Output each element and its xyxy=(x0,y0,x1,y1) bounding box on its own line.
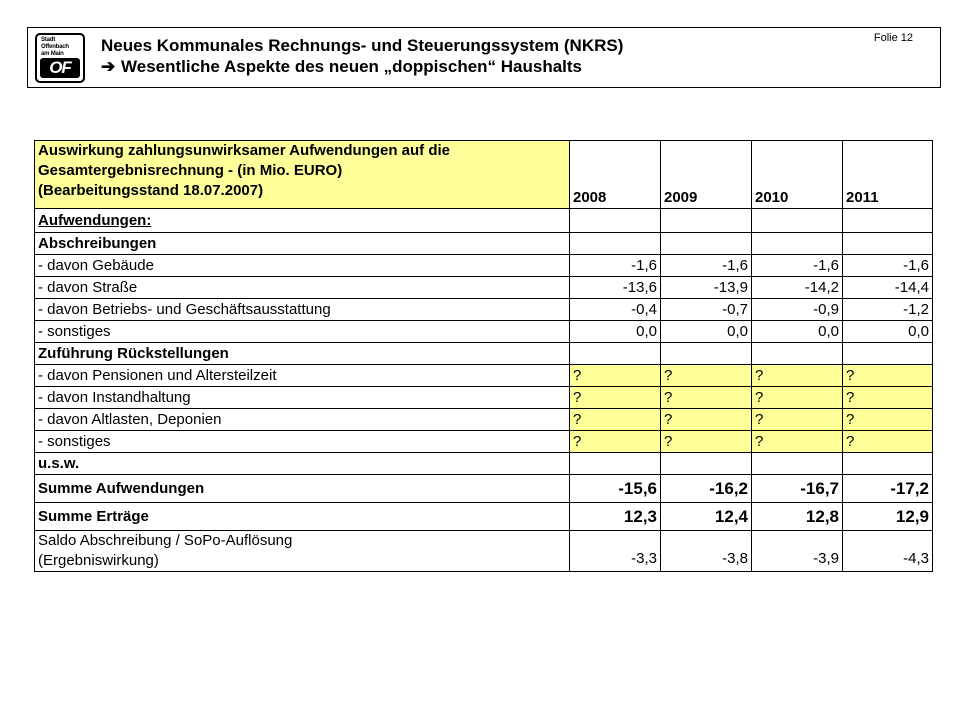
cell-value: ? xyxy=(661,365,752,387)
cell-value: 0,0 xyxy=(843,321,933,343)
cell-value: 12,3 xyxy=(570,503,661,531)
table-row xyxy=(35,299,933,321)
cell-value: -13,9 xyxy=(661,277,752,299)
table-row xyxy=(35,387,933,409)
saldo-row xyxy=(35,531,933,572)
table-row xyxy=(35,453,933,475)
cell-value: ? xyxy=(570,365,661,387)
row-label: - davon Pensionen und Altersteilzeit xyxy=(35,365,570,387)
sum-expenses-row xyxy=(35,475,933,503)
cell-value: ? xyxy=(661,409,752,431)
table-row xyxy=(35,431,933,453)
cell-value: ? xyxy=(843,387,933,409)
cell-value: ? xyxy=(752,431,843,453)
year-header: 2008 xyxy=(570,141,661,209)
table-row xyxy=(35,365,933,387)
cell-value: -14,2 xyxy=(752,277,843,299)
cell-value: ? xyxy=(752,409,843,431)
cell-value: ? xyxy=(570,431,661,453)
cell-value: -15,6 xyxy=(570,475,661,503)
row-label: Summe Erträge xyxy=(35,503,570,531)
slide-number: Folie 12 xyxy=(873,32,913,44)
cell-value: ? xyxy=(661,387,752,409)
cell-value: -16,2 xyxy=(661,475,752,503)
year-header: 2009 xyxy=(661,141,752,209)
cell-value: -1,2 xyxy=(843,299,933,321)
budget-table xyxy=(34,140,933,572)
row-label: - davon Gebäude xyxy=(35,255,570,277)
cell-value: 12,8 xyxy=(752,503,843,531)
cell-value: 12,4 xyxy=(661,503,752,531)
table-row xyxy=(35,255,933,277)
cell-value: 0,0 xyxy=(661,321,752,343)
cell-value: -17,2 xyxy=(843,475,933,503)
cell-value: ? xyxy=(843,365,933,387)
group-heading: Zuführung Rückstellungen xyxy=(35,343,570,365)
page-subtitle xyxy=(101,57,582,77)
logo-mark: OF xyxy=(40,58,80,78)
table-row xyxy=(35,277,933,299)
group-heading: Abschreibungen xyxy=(35,233,570,255)
cell-value: ? xyxy=(752,387,843,409)
table-header-row xyxy=(35,141,933,209)
cell-value: -16,7 xyxy=(752,475,843,503)
cell-value: -1,6 xyxy=(661,255,752,277)
cell-value: ? xyxy=(843,431,933,453)
section-heading: Aufwendungen: xyxy=(35,209,570,233)
header-banner xyxy=(27,27,941,88)
logo-text: Stadt Offenbach am Main xyxy=(41,37,69,57)
row-label: - davon Straße xyxy=(35,277,570,299)
cell-value: ? xyxy=(570,387,661,409)
usw-label: u.s.w. xyxy=(35,453,570,475)
cell-value: -3,9 xyxy=(752,531,843,572)
cell-value: ? xyxy=(570,409,661,431)
table-row xyxy=(35,343,933,365)
cell-value: -3,8 xyxy=(661,531,752,572)
row-label: - davon Instandhaltung xyxy=(35,387,570,409)
cell-value: -0,9 xyxy=(752,299,843,321)
cell-value: -1,6 xyxy=(843,255,933,277)
saldo-label: Saldo Abschreibung / SoPo-Auflösung (Ergebniswirkung) xyxy=(35,531,570,572)
table-row xyxy=(35,321,933,343)
cell-value: -1,6 xyxy=(570,255,661,277)
row-label: - sonstiges xyxy=(35,431,570,453)
cell-value: -3,3 xyxy=(570,531,661,572)
cell-value: 0,0 xyxy=(570,321,661,343)
page-title: Neues Kommunales Rechnungs- und Steuerungssystem (NKRS) xyxy=(101,36,624,55)
table-row xyxy=(35,233,933,255)
row-label: - davon Betriebs- und Geschäftsausstattung xyxy=(35,299,570,321)
row-label: - davon Altlasten, Deponien xyxy=(35,409,570,431)
table-title: Auswirkung zahlungsunwirksamer Aufwendungen auf die Gesamtergebnisrechnung - (in Mio. EURO) (Bearbeitungsstand 18.07.2007) xyxy=(35,141,570,209)
sum-income-row xyxy=(35,503,933,531)
year-header: 2011 xyxy=(843,141,933,209)
cell-value: -13,6 xyxy=(570,277,661,299)
cell-value: ? xyxy=(752,365,843,387)
cell-value: 0,0 xyxy=(752,321,843,343)
cell-value: ? xyxy=(661,431,752,453)
cell-value: ? xyxy=(843,409,933,431)
cell-value: -14,4 xyxy=(843,277,933,299)
row-label: Summe Aufwendungen xyxy=(35,475,570,503)
cell-value: -0,4 xyxy=(570,299,661,321)
cell-value: -4,3 xyxy=(843,531,933,572)
cell-value: -1,6 xyxy=(752,255,843,277)
city-logo xyxy=(35,33,85,83)
subtitle-text: Wesentliche Aspekte des neuen „doppischen“ Haushalts xyxy=(121,57,583,76)
table-row xyxy=(35,409,933,431)
row-label: - sonstiges xyxy=(35,321,570,343)
table-row xyxy=(35,209,933,233)
cell-value: 12,9 xyxy=(843,503,933,531)
cell-value: -0,7 xyxy=(661,299,752,321)
year-header: 2010 xyxy=(752,141,843,209)
arrow-right-icon: ➔ xyxy=(101,57,116,76)
